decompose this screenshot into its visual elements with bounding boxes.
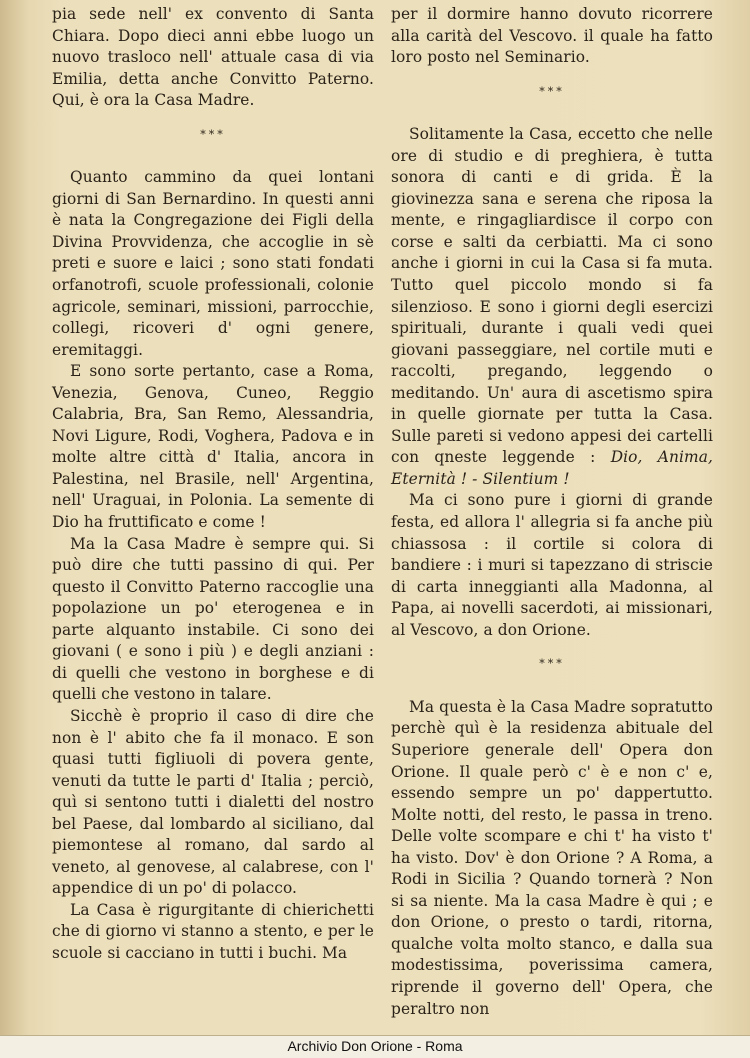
right-paragraph-1: per il dormire hanno dovuto ricorrere alla carità del Vescovo. il quale ha fatto loro posto nel Seminario. xyxy=(391,5,713,67)
section-separator: *** xyxy=(539,84,565,98)
archive-label: Archivio Don Orione - Roma xyxy=(287,1038,463,1054)
archive-footer xyxy=(0,1035,750,1058)
left-paragraph-1: pia sede nell' ex convento di Santa Chiara. Dopo dieci anni ebbe luogo un nuovo trasloco nell' attuale casa di via Emilia, detta anche Convitto Paterno. Qui, è ora la Casa Madre. xyxy=(52,5,374,110)
right-paragraph-2-text: Solitamente la Casa, eccetto che nelle ore di studio e di preghiera, è tutta sonora di canti e di grida. È la giovinezza sana e serena che riposa la mente, e ringagliardisce il corpo con corse e salti da cerbiatti. Ma ci sono anche i giorni in cui la Casa si fa muta. Tutto quel piccolo mondo si fa silenzioso. E sono i giorni degli esercizi spirituali, durante i quali vedi quei giovani passeggiare, nel cortile muti e raccolti, pregando, leggendo o meditando. Un' aura di ascetismo spira in quelle giornate per tutta la Casa. Sulle pareti si vedono appesi dei cartelli con qneste leggende : xyxy=(391,125,713,467)
left-paragraph-3: E sono sorte pertanto, case a Roma, Venezia, Genova, Cuneo, Reggio Calabria, Bra, San Remo, Alessandria, Novi Ligure, Rodi, Voghera, Padova e in molte altre città d' Italia, ancora in Palestina, nel Brasile, nell' Argentina, nell' Uraguai, in Polonia. La semente di Dio ha fruttificato e come ! xyxy=(52,362,374,532)
section-separator: *** xyxy=(200,127,226,141)
right-paragraph-2 xyxy=(391,124,713,490)
left-column xyxy=(52,4,374,965)
left-paragraph-6: La Casa è rigurgitante di chierichetti che di giorno vi stanno a stento, e per le scuole si cacciano in tutti i buchi. Ma xyxy=(52,900,374,962)
left-paragraph-5: Sicchè è proprio il caso di dire che non è l' abito che fa il monaco. E son quasi tutti figliuoli di povera gente, venuti da tutte le parti d' Italia ; perciò, quì si sentono tutti i dialetti del nostro bel Paese, dal lombardo al siciliano, dal piemontese al romano, dal sardo al veneto, al genovese, al calabrese, con l' appendice di un po' di polacco. xyxy=(52,706,374,898)
right-column xyxy=(391,4,713,1020)
left-paragraph-2: Quanto cammino da quei lontani giorni di San Bernardino. In questi anni è nata la Congregazione dei Figli della Divina Provvidenza, che accoglie in sè preti e suore e laici ; sono stati fondati orfanotrofi, scuole professionali, colonie agricole, seminari, missioni, parrocchie, collegi, ricoveri d' ogni genere, eremitaggi. xyxy=(52,168,374,359)
left-paragraph-4: Ma la Casa Madre è sempre qui. Si può dire che tutti passino di qui. Per questo il Convitto Paterno raccoglie una popolazione un po' eterogenea e in parte alquanto instabile. Ci sono dei giovani ( e sono i più ) e degli anziani : di quelli che vestono in borghese e di quelli che vestono in talare. xyxy=(52,534,374,704)
right-paragraph-3: Ma ci sono pure i giorni di grande festa, ed allora l' allegria si fa anche più chiassosa : il cortile si colora di bandiere : i muri si tapezzano di striscie di carta inneggianti alla Madonna, al Papa, ai novelli sacerdoti, ai missionari, al Vescovo, a don Orione. xyxy=(391,491,713,639)
right-paragraph-2-italic: Dio, Anima, Eternità ! - Silentium ! xyxy=(391,448,713,488)
section-separator: *** xyxy=(539,657,565,671)
right-paragraph-4: Ma questa è la Casa Madre sopratutto perchè quì è la residenza abituale del Superiore generale dell' Opera don Orione. Il quale però c' è e non c' e, essendo sempre un po' dappertutto. Molte notti, del resto, le passa in treno. Delle volte scompare e chi t' ha visto t' ha visto. Dov' è don Orione ? A Roma, a Rodi in Sicilia ? Quando tornerà ? Non si sa niente. Ma la casa Madre è qui ; e don Orione, o presto o tardi, ritorna, qualche volta molto stanco, e dalla sua modestissima, poverissima camera, riprende il governo dell' Opera, che peraltro non xyxy=(391,697,713,1018)
